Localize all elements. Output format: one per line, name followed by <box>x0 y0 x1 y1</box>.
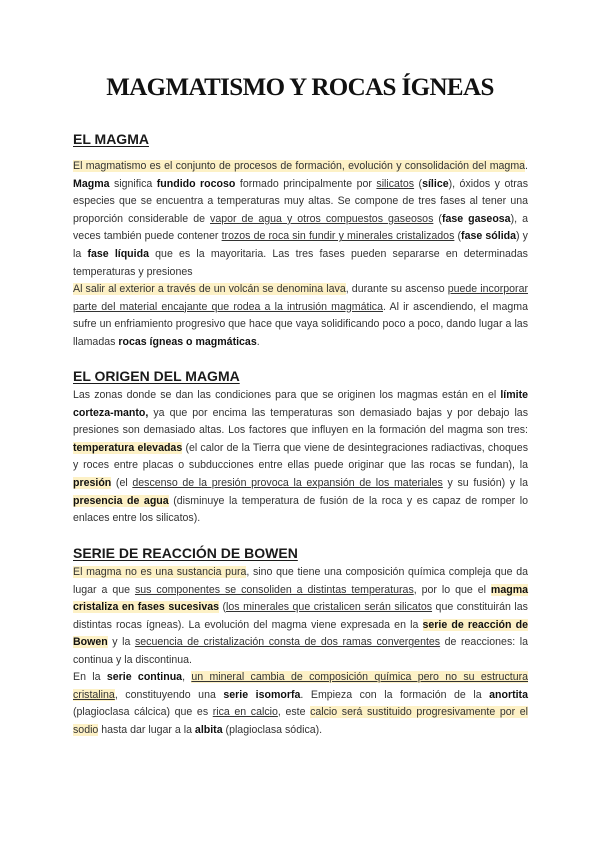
paragraph-serie-continua <box>73 669 528 739</box>
text-span: que constituirán las distintas rocas ígneas). La evolución del magma viene expresada en la <box>73 601 528 631</box>
document-title: MAGMATISMO Y ROCAS ÍGNEAS <box>106 74 494 101</box>
bold-term: sílice <box>422 177 449 190</box>
bold-term: fundido rocoso <box>156 177 236 190</box>
bold-term: rocas ígneas o magmáticas <box>118 335 257 348</box>
bold-term: fase gaseosa <box>441 212 511 225</box>
text-span: y la <box>107 636 135 649</box>
text-span: ya que por encima las temperaturas son demasiado bajas y por debajo las presiones son demasiado altas. Los factores que influyen en la formación del magma son tres: <box>73 406 528 437</box>
underlined-text: silicatos <box>376 177 415 190</box>
highlighted-text: Al salir al exterior a través de un volcán se denomina lava <box>73 283 346 295</box>
bold-term: límite corteza-manto, <box>73 389 528 419</box>
highlighted-text: El magmatismo es el conjunto de procesos de formación, evolución y consolidación del magma <box>73 160 526 172</box>
bold-term: fase líquida <box>87 247 149 260</box>
text-span: (el <box>111 476 133 489</box>
highlighted-bold-term: presión <box>73 476 112 489</box>
text-span: ) y la <box>73 230 528 260</box>
text-span: ), a veces también puede contener <box>73 212 528 243</box>
text-span: . Al ir ascendiendo, el magma sufre un enfriamiento progresivo que hace que vaya solidificando poco a poco, dando lugar a las llamadas <box>73 300 528 348</box>
text-span: ( <box>454 230 462 243</box>
highlighted-text: El magma no es una sustancia pura <box>73 566 247 578</box>
paragraph-origen <box>73 387 528 528</box>
paragraph-magma-definition <box>73 158 528 281</box>
highlighted-bold-term: serie de reacción de Bowen <box>73 618 528 649</box>
section-heading-bowen: SERIE DE REACCIÓN DE BOWEN <box>73 545 298 561</box>
bold-term: serie isomorfa <box>223 688 301 701</box>
highlighted-bold-term: temperatura elevadas <box>73 441 183 454</box>
text-span: hasta dar lugar a la <box>98 723 195 736</box>
text-span: . <box>256 335 260 348</box>
underlined-text: secuencia de cristalización consta de dos ramas convergentes <box>134 636 441 649</box>
text-span: (disminuye la temperatura de fusión de la roca y es capaz de romper lo enlaces entre los silicatos). <box>73 494 528 525</box>
bold-term: albita <box>194 723 223 736</box>
underlined-text: sus componentes se consoliden a distintas temperaturas <box>134 583 414 596</box>
text-span: (el calor de la Tierra que viene de desintegraciones radiactivas, choques y roces entre placas o subducciones entre ellas puede originar que las rocas se fundan), la <box>73 441 528 472</box>
text-span: , este <box>277 706 311 719</box>
text-span: , <box>182 671 192 683</box>
bold-term: fase sólida <box>461 230 517 243</box>
text-span: que es la mayoritaria. Las tres fases pueden separarse en determinadas temperaturas y presiones <box>73 247 528 278</box>
text-span: (plagioclasa sódica). <box>222 723 323 736</box>
text-span: . Empieza con la formación de la <box>300 688 490 701</box>
text-span: ( <box>414 177 423 190</box>
text-span: de reacciones: la continua y la discontinua. <box>73 636 528 666</box>
text-span: ( <box>219 601 227 614</box>
underlined-text: trozos de roca sin fundir y minerales cristalizados <box>221 230 455 243</box>
highlighted-bold-term: magma cristaliza en fases sucesivas <box>73 583 528 614</box>
underlined-text: puede incorporar parte del material encajante que rodea a la intrusión magmática <box>73 283 528 313</box>
text-span: y su fusión) y la <box>442 476 528 489</box>
paragraph-lava <box>73 281 528 351</box>
underlined-text: los minerales que cristalicen serán silicatos <box>226 601 433 614</box>
text-span: significa <box>109 177 157 190</box>
text-span: En la <box>73 671 107 683</box>
text-span: (plagioclasa cálcica) que es <box>73 706 213 719</box>
highlighted-bold-term: presencia de agua <box>73 494 169 507</box>
text-span: ), óxidos y otras especies que se encuentra a temperaturas muy altas. Se compone de tres fases al tener una proporción considerable de <box>73 177 528 225</box>
text-span: , constituyendo una <box>114 688 224 701</box>
text-span: , durante su ascenso <box>345 283 448 295</box>
section-heading-el-magma: EL MAGMA <box>73 131 149 147</box>
text-span: , sino que tiene una composición química compleja que da lugar a que <box>73 566 528 596</box>
bold-term: Magma <box>73 177 110 190</box>
section-heading-origen: EL ORIGEN DEL MAGMA <box>73 368 240 384</box>
underlined-text: descenso de la presión provoca la expansión de los materiales <box>132 476 443 489</box>
highlighted-underlined-text: un mineral cambia de composición química pero no su estructura cristalina <box>73 671 529 701</box>
text-span: , por lo que el <box>413 583 491 596</box>
bold-term: anortita <box>489 688 528 701</box>
text-span: Las zonas donde se dan las condiciones para que se originen los magmas están en el <box>73 389 501 401</box>
bold-term: serie continua <box>106 671 183 683</box>
text-span: ( <box>433 212 442 225</box>
text-span: . <box>525 160 528 172</box>
paragraph-bowen <box>73 564 528 670</box>
underlined-text: rica en calcio <box>212 706 278 719</box>
text-span: formado principalmente por <box>235 177 377 190</box>
underlined-text: vapor de agua y otros compuestos gaseosos <box>210 212 434 225</box>
highlighted-text: calcio será sustituido progresivamente por el sodio <box>73 706 529 736</box>
